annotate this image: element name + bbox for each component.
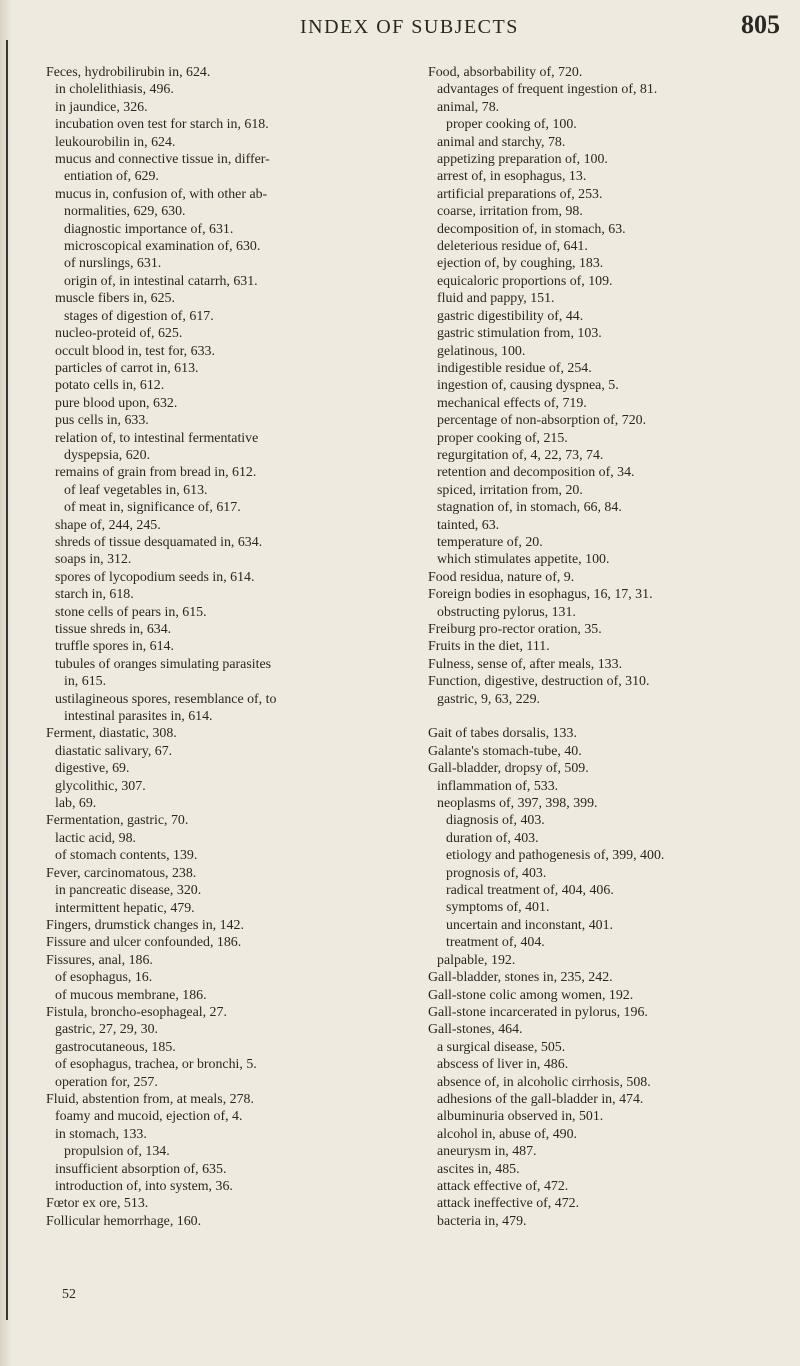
page-header (300, 6, 780, 46)
index-subentry: origin of, in intestinal catarrh, 631. (64, 273, 258, 289)
index-subentry: operation for, 257. (55, 1074, 158, 1090)
index-subentry: aneurysm in, 487. (437, 1144, 537, 1160)
index-entry-main: Food, absorbability of, 720. (428, 65, 583, 80)
index-subentry: ustilagineous spores, resemblance of, to (55, 691, 277, 707)
page-number: 805 (741, 10, 780, 39)
index-entry-main: Gall-bladder, dropsy of, 509. (428, 761, 589, 777)
index-subentry: of esophagus, trachea, or bronchi, 5. (55, 1057, 257, 1073)
index-subentry: tainted, 63. (437, 517, 500, 533)
index-subentry: lactic acid, 98. (55, 830, 136, 846)
index-subentry: diagnosis of, 403. (446, 813, 545, 829)
index-subentry: radical treatment of, 404, 406. (446, 883, 614, 899)
index-subentry: stone cells of pears in, 615. (55, 604, 207, 620)
index-subentry: propulsion of, 134. (64, 1144, 170, 1160)
index-subentry: lab, 69. (55, 796, 97, 812)
index-subentry: of leaf vegetables in, 613. (64, 482, 208, 498)
index-subentry: etiology and pathogenesis of, 399, 400. (446, 848, 665, 864)
index-subentry: gastric, 9, 63, 229. (437, 691, 541, 707)
index-subentry: attack ineffective of, 472. (437, 1196, 580, 1212)
index-subentry: mucus and connective tissue in, differ- (55, 152, 270, 168)
index-entry-main: Gall-bladder, stones in, 235, 242. (428, 970, 613, 986)
index-subentry: gastrocutaneous, 185. (55, 1039, 176, 1055)
index-entry-main: Follicular hemorrhage, 160. (46, 1213, 202, 1229)
index-subentry: percentage of non-absorption of, 720. (437, 413, 647, 429)
index-subentry: gastric, 27, 29, 30. (55, 1022, 159, 1038)
index-subentry: obstructing pylorus, 131. (437, 604, 576, 620)
index-entry-main: Foreign bodies in esophagus, 16, 17, 31. (428, 587, 653, 603)
index-subentry: gastric stimulation from, 103. (437, 326, 602, 342)
index-subentry: proper cooking of, 215. (437, 430, 568, 446)
index-subentry: fluid and pappy, 151. (437, 291, 555, 307)
page-edge-line (6, 40, 8, 1320)
index-subentry: starch in, 618. (55, 587, 134, 603)
index-entry-main: Fruits in the diet, 111. (428, 639, 550, 655)
index-subentry: absence of, in alcoholic cirrhosis, 508. (437, 1074, 651, 1090)
index-subentry: duration of, 403. (446, 830, 539, 846)
index-subentry: insufficient absorption of, 635. (55, 1161, 227, 1177)
index-entry-main: Fermentation, gastric, 70. (46, 813, 189, 829)
index-subentry: intestinal parasites in, 614. (64, 709, 213, 725)
index-subentry: shreds of tissue desquamated in, 634. (55, 534, 263, 550)
index-column-right (428, 64, 788, 1230)
index-subentry: ingestion of, causing dyspnea, 5. (437, 378, 619, 394)
index-subentry: palpable, 192. (437, 952, 516, 968)
index-subentry: soaps in, 312. (55, 552, 132, 568)
index-subentry: deleterious residue of, 641. (437, 239, 588, 255)
index-subentry: proper cooking of, 100. (446, 117, 577, 133)
index-subentry: ascites in, 485. (437, 1161, 520, 1177)
index-subentry: muscle fibers in, 625. (55, 291, 175, 307)
index-subentry: tubules of oranges simulating parasites (55, 656, 272, 672)
index-subentry: stages of digestion of, 617. (64, 308, 214, 324)
index-subentry: attack effective of, 472. (437, 1178, 569, 1194)
index-entry-main: Fever, carcinomatous, 238. (46, 865, 197, 881)
index-subentry: digestive, 69. (55, 761, 130, 777)
index-entry-main: Freiburg pro-rector oration, 35. (428, 622, 602, 637)
index-subentry: symptoms of, 401. (446, 900, 550, 916)
index-column-left (46, 64, 386, 1230)
index-subentry: in, 615. (64, 674, 107, 690)
index-entry-main: Gait of tabes dorsalis, 133. (428, 726, 577, 742)
index-subentry: advantages of frequent ingestion of, 81. (437, 82, 658, 98)
index-entry-main: Fluid, abstention from, at meals, 278. (46, 1091, 254, 1107)
index-subentry: uncertain and inconstant, 401. (446, 917, 614, 933)
index-entry-main: Galante's stomach-tube, 40. (428, 743, 582, 759)
index-subentry: intermittent hepatic, 479. (55, 900, 195, 916)
index-entry-main: Fœtor ex ore, 513. (46, 1196, 149, 1212)
index-entry-main: Gall-stone colic among women, 192. (428, 987, 634, 1003)
index-subentry: regurgitation of, 4, 22, 73, 74. (437, 447, 604, 463)
index-subentry: in stomach, 133. (55, 1126, 147, 1142)
index-entry-main: Fissures, anal, 186. (46, 952, 153, 968)
index-subentry: gastric digestibility of, 44. (437, 308, 584, 324)
index-subentry: incubation oven test for starch in, 618. (55, 117, 269, 133)
index-subentry: occult blood in, test for, 633. (55, 343, 215, 359)
index-entry-main: Gall-stone incarcerated in pylorus, 196. (428, 1004, 648, 1020)
index-subentry: glycolithic, 307. (55, 778, 146, 794)
index-subentry: indigestible residue of, 254. (437, 360, 592, 376)
index-subentry: mucus in, confusion of, with other ab- (55, 186, 268, 202)
index-subentry: normalities, 629, 630. (64, 204, 186, 220)
index-subentry: foamy and mucoid, ejection of, 4. (55, 1109, 243, 1125)
index-subentry: introduction of, into system, 36. (55, 1179, 233, 1194)
index-subentry: truffle spores in, 614. (55, 639, 174, 655)
index-subentry: mechanical effects of, 719. (437, 395, 587, 411)
index-entry-main: Fingers, drumstick changes in, 142. (46, 917, 244, 933)
index-subentry: stagnation of, in stomach, 66, 84. (437, 500, 622, 516)
index-subentry: prognosis of, 403. (446, 865, 547, 881)
index-entry-main: Function, digestive, destruction of, 310. (428, 674, 650, 690)
index-entry-main: Food residua, nature of, 9. (428, 569, 575, 585)
index-subentry: decomposition of, in stomach, 63. (437, 221, 626, 237)
index-entry-main: Fulness, sense of, after meals, 133. (428, 656, 623, 672)
index-subentry: bacteria in, 479. (437, 1213, 527, 1229)
index-subentry: arrest of, in esophagus, 13. (437, 169, 587, 185)
index-subentry: animal and starchy, 78. (437, 134, 566, 150)
index-subentry: temperature of, 20. (437, 534, 543, 550)
index-subentry: coarse, irritation from, 98. (437, 204, 583, 220)
index-subentry: alcohol in, abuse of, 490. (437, 1126, 578, 1142)
index-entry-main: Fissure and ulcer confounded, 186. (46, 935, 242, 951)
index-subentry: artificial preparations of, 253. (437, 186, 603, 202)
index-subentry: of mucous membrane, 186. (55, 987, 207, 1003)
index-entry-main: Ferment, diastatic, 308. (46, 726, 177, 742)
index-subentry: in cholelithiasis, 496. (55, 82, 174, 98)
index-subentry: animal, 78. (437, 99, 500, 115)
index-subentry: leukourobilin in, 624. (55, 134, 176, 150)
index-entry-main: Fistula, broncho-esophageal, 27. (46, 1004, 227, 1020)
index-subentry: inflammation of, 533. (437, 778, 559, 794)
index-subentry: treatment of, 404. (446, 935, 545, 951)
index-subentry: equicaloric proportions of, 109. (437, 273, 613, 289)
signature-mark: 52 (62, 1287, 76, 1302)
index-subentry: pure blood upon, 632. (55, 395, 178, 411)
index-subentry: particles of carrot in, 613. (55, 360, 199, 376)
index-subentry: relation of, to intestinal fermentative (55, 430, 259, 446)
index-subentry: of nurslings, 631. (64, 256, 162, 272)
index-subentry: in jaundice, 326. (55, 99, 148, 115)
index-subentry: neoplasms of, 397, 398, 399. (437, 796, 598, 812)
index-subentry: of meat in, significance of, 617. (64, 500, 241, 516)
index-subentry: of esophagus, 16. (55, 970, 153, 986)
index-subentry: remains of grain from bread in, 612. (55, 465, 257, 481)
index-subentry: gelatinous, 100. (437, 343, 526, 359)
index-subentry: albuminuria observed in, 501. (437, 1109, 604, 1125)
index-subentry: a surgical disease, 505. (437, 1039, 566, 1055)
index-subentry: spores of lycopodium seeds in, 614. (55, 569, 255, 585)
index-subentry: appetizing preparation of, 100. (437, 152, 608, 168)
index-subentry: abscess of liver in, 486. (437, 1057, 569, 1073)
index-subentry: entiation of, 629. (64, 169, 159, 185)
index-entry-main: Gall-stones, 464. (428, 1022, 523, 1038)
index-subentry: which stimulates appetite, 100. (437, 552, 610, 568)
index-subentry: retention and decomposition of, 34. (437, 465, 635, 481)
index-subentry: ejection of, by coughing, 183. (437, 256, 604, 272)
index-subentry: pus cells in, 633. (55, 413, 149, 429)
index-subentry: microscopical examination of, 630. (64, 239, 261, 255)
index-subentry: diagnostic importance of, 631. (64, 221, 234, 237)
section-gap (428, 708, 788, 725)
index-subentry: diastatic salivary, 67. (55, 743, 173, 759)
index-subentry: tissue shreds in, 634. (55, 622, 172, 637)
index-entry-main: Feces, hydrobilirubin in, 624. (46, 65, 211, 80)
index-subentry: shape of, 244, 245. (55, 517, 161, 533)
index-subentry: potato cells in, 612. (55, 378, 165, 394)
index-subentry: of stomach contents, 139. (55, 848, 198, 864)
index-subentry: dyspepsia, 620. (64, 447, 151, 463)
index-subentry: nucleo-proteid of, 625. (55, 326, 183, 342)
running-head: INDEX OF SUBJECTS (300, 16, 519, 38)
index-subentry: adhesions of the gall-bladder in, 474. (437, 1091, 644, 1107)
index-subentry: in pancreatic disease, 320. (55, 883, 202, 899)
index-subentry: spiced, irritation from, 20. (437, 482, 583, 498)
